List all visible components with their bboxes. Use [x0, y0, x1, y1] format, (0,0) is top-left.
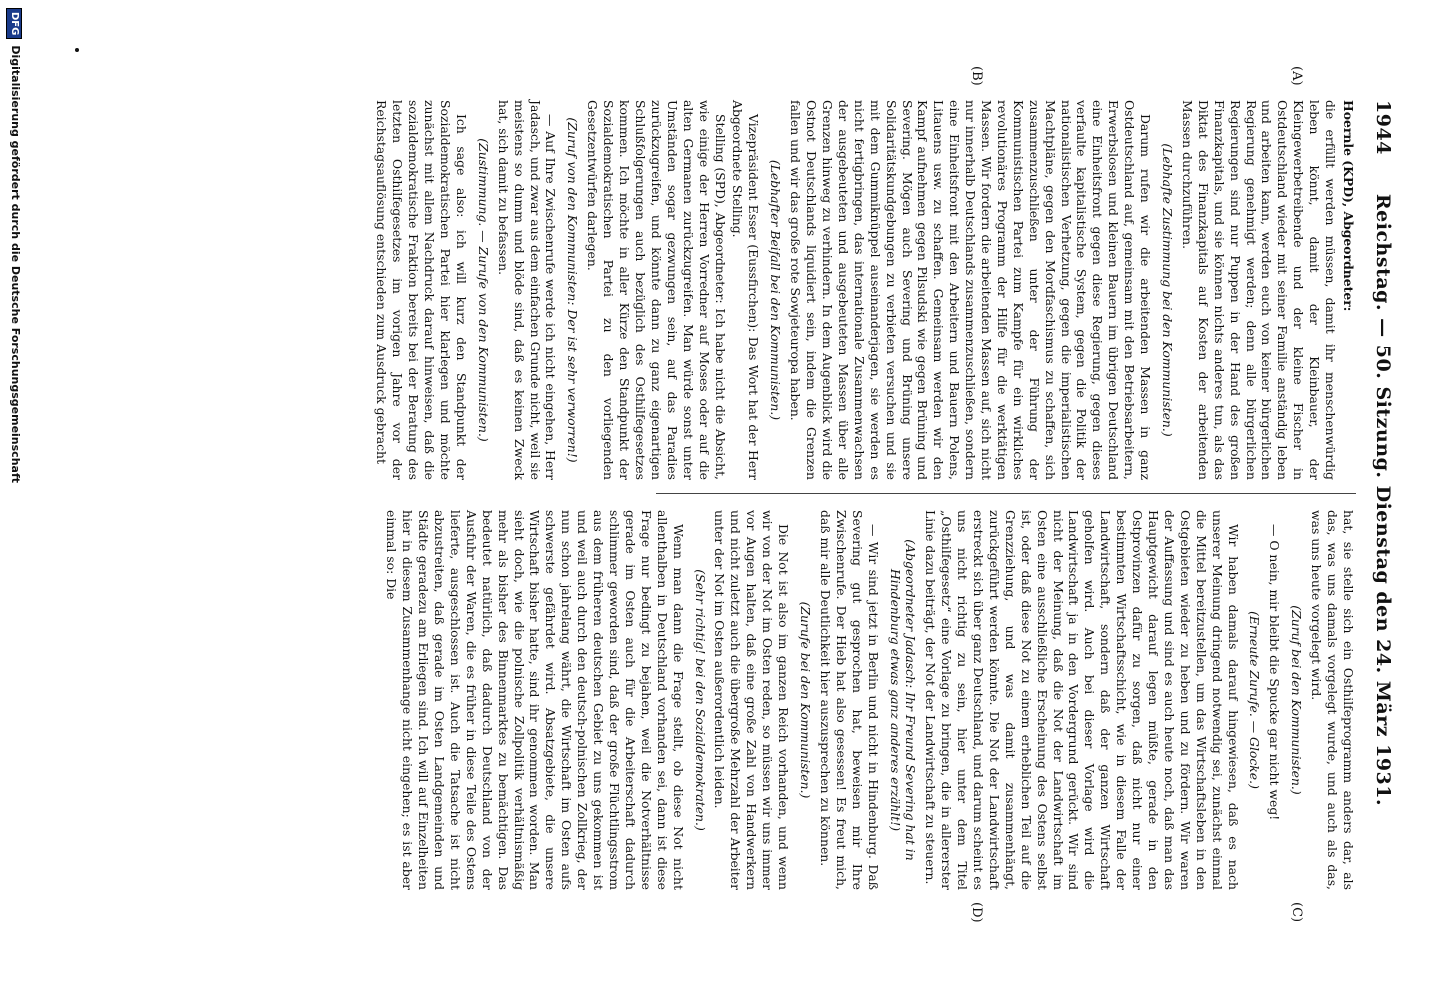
footer-credit	[2, 0, 22, 1000]
paragraph: die erfüllt werden müssen, damit ihr menschenwürdig leben könnt, damit der Kleinbauer, der Kleingewerbetreibende und der kleine Fischer in Ostdeutschland wieder mit seiner Familie anständig leben und arbeiten kann, werden euch von keiner bürgerlichen Regierung genehmigt werden; denn alle bürgerlichen Regierungen sind nur Puppen in der Hand des großen Finanzkapitals, und sie können nichts anderes tun, als das Diktat des Finanzkapitals auf Kosten der arbeitenden Massen durchzuführen.	[1179, 100, 1339, 480]
right-column	[381, 510, 1356, 890]
page-header	[1364, 100, 1394, 900]
paragraph: — O nein, mir bleibt die Spucke gar nicht weg!	[1267, 524, 1283, 821]
interjection: (Zustimmung. — Zurufe von den Kommunisten.)	[475, 138, 491, 442]
paragraph: — Auf Ihre Zwischenrufe werde ich nicht eingehen, Herr Jadasch, und zwar aus dem einfachen Grunde nicht, weil sie meistens so dumm und blöde sind, daß es keinen Zweck hat, sich damit zu befassen.	[495, 100, 559, 480]
interjection: (Lebhafte Zustimmung bei den Kommunisten.)	[1160, 143, 1176, 437]
speaker-line: Hoernle (KPD), Abgeordneter:	[1341, 100, 1356, 312]
interjection: (Erneute Zurufe. — Glocke.)	[1247, 611, 1263, 789]
page-title: Reichstag. — 50. Sitzung. Dienstag den 24. März 1931.	[1372, 193, 1394, 807]
margin-marker-c: (C)	[1289, 902, 1304, 923]
interjection: (Abgeordneter Jadasch: Ihr Freund Severing hat in Hindenburg etwas ganz anderes erzählt!)	[887, 539, 919, 861]
interjection: (Lebhafter Beifall bei den Kommunisten.)	[768, 159, 784, 421]
margin-marker-d: (D)	[969, 902, 984, 923]
dfg-logo: DFG	[6, 8, 22, 39]
margin-marker-a: (A)	[1289, 66, 1304, 86]
paragraph: — Wir sind jetzt in Berlin und nicht in Hindenburg. Daß Severing gut gesprochen hat, beweisen mir Ihre Zwischenrufe. Der Hieb hat also gesessen! Es freut mich, daß mir alle Deutlichkeit hier auszusprechen zu können.	[817, 510, 881, 890]
page-number: 1944	[1372, 100, 1394, 155]
footer-text: Digitalisierung gefördert durch die Deutsche Forschungsgemeinschaft	[9, 45, 22, 484]
interjection: (Sehr richtig! bei den Sozialdemokraten.)	[692, 569, 708, 831]
paragraph: hat, sie stelle sich ein Osthilfeprogramm anders dar, als das, was uns damals vorgelegt wurde, und auch als das, was uns heute vorgelegt wird.	[1309, 510, 1356, 890]
interjection: (Zurufe bei den Kommunisten.)	[798, 601, 813, 799]
paragraph: Stelling (SPD), Abgeordneter: Ich habe nicht die Absicht, wie einige der Herren Vorredner auf Moses oder auf die alten Germanen zurückzugreifen. Man würde sonst unter Umständen sogar gezwungen sein, auf das Paradies zurückzugreifen, und könnte dann zu ganz eigenartigen Schlußfolgerungen auch bezüglich des Osthilfegesetzes kommen. Ich möchte in aller Kürze den Standpunkt der Sozialdemokratischen Partei zu den vorliegenden Gesetzentwürfen darlegen.	[585, 100, 728, 480]
interjection: (Zuruf von den Kommunisten: Der ist sehr verworren!)	[565, 117, 581, 463]
paragraph: Die Not ist also im ganzen Reich vorhanden, und wenn wir von der Not im Osten reden, so müssen wir uns immer vor Augen halten, daß eine große Zahl von Handwerkern und nicht zuletzt auch die übergroße Mehrzahl der Arbeiter unter der Not im Osten außerordentlich leiden.	[712, 510, 792, 890]
bullet-dot	[75, 48, 79, 52]
paragraph: Ich sage also: ich will kurz den Standpunkt der Sozialdemokratischen Partei hier klarlegen und möchte zunächst mit allem Nachdruck darauf hinweisen, daß die sozialdemokratische Fraktion bereits bei der Beratung des letzten Osthilfegesetzes im vorigen Jahre vor der Reichstagsauflösung entschieden zum Ausdruck gebracht	[374, 100, 469, 480]
paragraph: Darum rufen wir die arbeitenden Massen in ganz Ostdeutschland auf, gemeinsam mit den Betriebsarbeitern, Erwerbslosen und kleinen Bauern im übrigen Deutschland eine Einheitsfront gegen diese Regierung, gegen dieses verfaulte kapitalistische System, gegen die Politik der nationalistischen Verhetzung, gegen die imperialistischen Machtpläne, gegen den Mordfaschismus zu schaffen, sich zusammenzuschließen unter der Führung der Kommunistischen Partei zum Kampfe für ein wirkliches revolutionäres Programm der Hilfe für die werktätigen Massen. Wir fordern die arbeitenden Massen auf, sich nicht nur innerhalb Deutschlands zusammenzuschließen, sondern eine Einheitsfront mit den Arbeitern und Bauern Polens, Litauens usw. zu schaffen. Gemeinsam werden wir den Kampf aufnehmen gegen Pilsudski wie gegen Brüning und Severing. Mögen auch Severing und Brüning unsere Solidaritätskundgebungen zu verbieten versuchen und sie mit dem Gummiknüppel auseinanderjagen, sie werden es nicht fertigbringen, das internationale Zusammenwachsen der ausgebeuteten und ausgebeuteten Massen über alle Grenzen hinweg zu verhindern. In dem Augenblick wird die Ostnot Deutschlands liquidiert sein, indem die Grenzen fallen und wir das große rote Sowjeteuropa haben.	[788, 100, 1154, 480]
paragraph: Wenn man dann die Frage stellt, ob diese Not nicht allenthalben in Deutschland vorhanden sei, dann ist diese Frage nur bedingt zu bejahen, weil die Notverhältnisse gerade im Osten auch für die Arbeiterschaft dadurch schlimmer geworden sind, daß der große Flüchtlingsstrom aus dem früheren deutschen Gebiet zu uns gekommen ist und weil auch durch den deutsch-polnischen Zollkrieg, der nun schon jahrelang währt, die Wirtschaft im Osten aufs schwerste gefährdet wird. Absatzgebiete, die unsere Wirtschaft bisher hatte, sind ihr genommen worden. Man sieht doch, wie die polnische Zollpolitik verhältnismäßig mehr als bisher des Binnenmarktes zu bemächtigen. Das bedeutet natürlich, daß dadurch Deutschland von der Ausfuhr der Waren, die es früher in diese Teile des Ostens lieferte, ausgeschlossen ist. Auch die Tatsache ist nicht abzustreiten, daß gerade im Osten Landgemeinden und Städte geradezu am Erliegen sind. Ich will auf Einzelheiten hier in diesem Zusammenhange nicht eingehen; es ist aber einmal so: Die	[384, 510, 686, 890]
paragraph: Wir haben damals darauf hingewiesen, daß es nach unserer Meinung dringend notwendig sei, zunächst einmal die Mittel bereitzustellen, um das Wirtschaftsleben in den Ostgebieten wieder zu heben und zu fördern. Wir waren der Auffassung und sind es auch heute noch, daß man das Hauptgewicht darauf legen müßte, gerade in den Ostprovinzen dafür zu sorgen, daß nicht nur einer bestimmten Wirtschaftsschicht, wie in diesem Falle der Landwirtschaft, sondern daß der ganzen Wirtschaft geholfen wird. Auch bei dieser Vorlage wird die Landwirtschaft ja in den Vordergrund gerückt. Wir sind nicht der Meinung, daß die Not der Landwirtschaft im Osten eine ausschließliche Erscheinung des Ostens selbst ist, oder daß diese Not zu einem erheblichen Teil auf die Grenzziehung, und was damit zusammenhängt, zurückgeführt werden könnte. Die Not der Landwirtschaft erstreckt sich über ganz Deutschland, und darum scheint es uns nicht richtig zu sein, hier unter dem Titel „Osthilfegesetz“ eine Vorlage zu bringen, die in allererster Linie dazu beiträgt, der Not der Landwirtschaft zu steuern.	[923, 510, 1241, 890]
interjection: (Zuruf bei den Kommunisten.)	[1289, 605, 1305, 795]
left-column	[372, 100, 1356, 480]
paragraph: Vizepräsident Esser (Eussfirchen): Das Wort hat der Herr Abgeordnete Stelling.	[730, 100, 762, 480]
margin-marker-b: (B)	[969, 66, 984, 86]
column-divider	[656, 493, 1356, 494]
